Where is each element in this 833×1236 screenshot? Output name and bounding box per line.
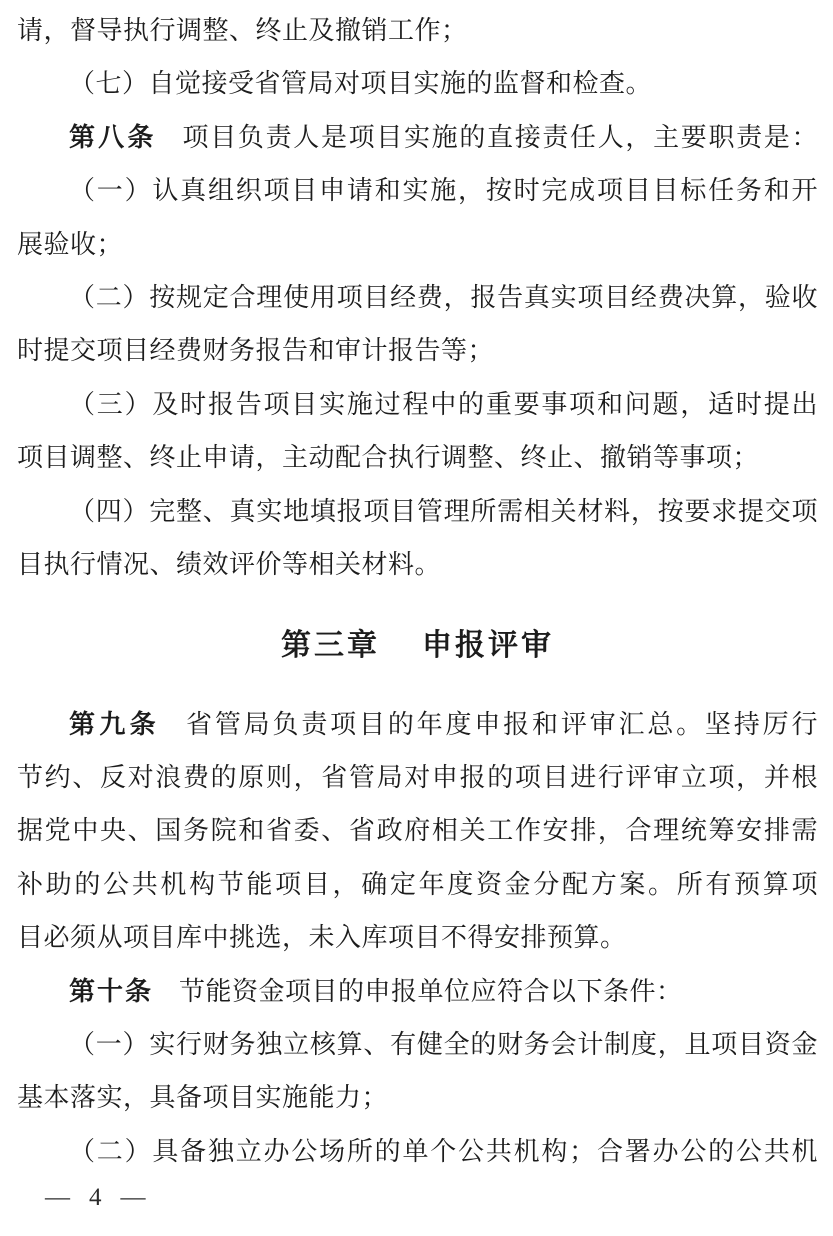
line-text: （一）认真组织项目申请和实施，按时完成项目目标任务和开 [69, 176, 818, 206]
line-text: 请，督导执行调整、终止及撤销工作； [17, 16, 468, 45]
text-line [17, 538, 818, 591]
line-text: （二）按规定合理使用项目经费，报告真实项目经费决算，验收 [69, 282, 818, 312]
text-line [17, 911, 818, 964]
line-text: 节能资金项目的申报单位应符合以下条件： [179, 976, 683, 1006]
text-line [17, 378, 818, 431]
text-line [17, 485, 818, 538]
line-text: 目必须从项目库中挑选，未入库项目不得安排预算。 [17, 923, 627, 953]
footer-dash-right: — [120, 1184, 146, 1211]
text-line [17, 111, 818, 164]
document-body [17, 4, 818, 1178]
text-line [17, 858, 818, 911]
text-line [17, 164, 818, 217]
line-text: 时提交项目经费财务报告和审计报告等； [17, 336, 495, 366]
text-line [17, 57, 818, 110]
text-line [17, 965, 818, 1018]
line-text: 节约、反对浪费的原则，省管局对申报的项目进行评审立项，并根 [17, 763, 818, 793]
article-number: 第八条 [69, 121, 157, 152]
chapter-title: 申报评审 [422, 629, 554, 663]
footer-dash-left: — [45, 1184, 70, 1211]
text-line [17, 431, 818, 484]
line-text: （四）完整、真实地填报项目管理所需相关材料，按要求提交项 [69, 496, 818, 526]
text-line [17, 218, 818, 271]
line-text: （七）自觉接受省管局对项目实施的监督和检查。 [69, 69, 653, 99]
text-line [17, 751, 818, 804]
article-number: 第十条 [69, 975, 154, 1006]
page-footer [45, 1183, 146, 1213]
text-line [17, 1071, 818, 1124]
line-text: 基本落实，具备项目实施能力； [17, 1083, 389, 1113]
line-text: （三）及时报告项目实施过程中的重要事项和问题，适时提出 [69, 389, 818, 419]
chapter-number: 第三章 [281, 629, 380, 663]
line-text: 补助的公共机构节能项目，确定年度资金分配方案。所有预算项 [17, 869, 818, 899]
text-line [17, 4, 818, 57]
text-line [17, 271, 818, 324]
line-text: 省管局负责项目的年度申报和评审汇总。坚持厉行 [186, 709, 818, 739]
line-text: 据党中央、国务院和省委、省政府相关工作安排，合理统筹安排需 [17, 816, 818, 846]
footer-page-number: 4 [89, 1184, 102, 1211]
text-line [17, 1018, 818, 1071]
line-text: 项目负责人是项目实施的直接责任人，主要职责是： [182, 122, 818, 152]
text-line [17, 804, 818, 857]
text-line [17, 698, 818, 751]
article-number: 第九条 [69, 708, 160, 739]
line-text: 展验收； [17, 229, 124, 259]
line-text: （二）具备独立办公场所的单个公共机构；合署办公的公共机 [69, 1136, 818, 1166]
chapter-heading [17, 619, 818, 672]
text-line [17, 1125, 818, 1178]
line-text: 目执行情况、绩效评价等相关材料。 [17, 549, 442, 579]
line-text: （一）实行财务独立核算、有健全的财务会计制度，且项目资金 [69, 1030, 818, 1060]
text-line [17, 324, 818, 377]
line-text: 项目调整、终止申请，主动配合执行调整、终止、撤销等事项； [17, 443, 760, 473]
